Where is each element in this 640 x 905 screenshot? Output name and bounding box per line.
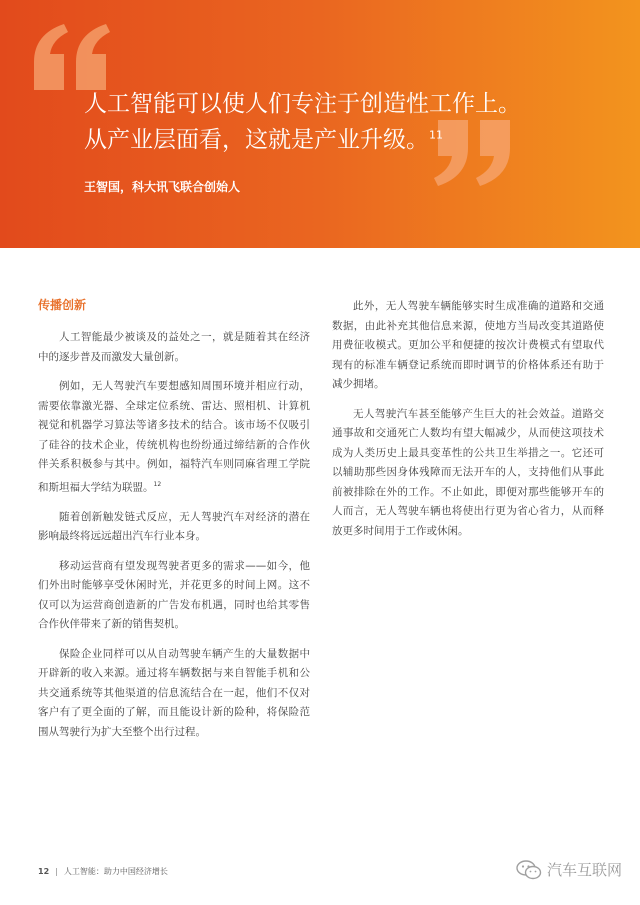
quote-line-1: 人工智能可以使人们专注于创造性工作上。 [84,91,521,117]
paragraph: 此外，无人驾驶车辆能够实时生成准确的道路和交通数据，由此补充其他信息来源，使地方当局改变其道路使用费征收模式。更加公平和便捷的按次计费模式有望取代现有的标准车辆登记系统而即时调节的价格体系还有助于减少拥堵。 [332,300,604,390]
paragraph-text: 例如，无人驾驶汽车要想感知周围环境并相应行动，需要依靠激光器、全球定位系统、雷达、照相机、计算机视觉和机器学习算法等诸多技术的结合。该市场不仅吸引了硅谷的技术企业，传统机构也纷纷通过缔结新的合作伙伴关系积极参与其中。例如，福特汽车则同麻省理工学院和斯坦福大学结为联盟。 [38,380,310,493]
quote-footnote-ref: 11 [429,128,443,142]
paragraph [38,508,310,547]
page-number: 12 [38,866,50,876]
paragraph-text: 随着创新触发链式反应，无人驾驶汽车对经济的潜在影响最终将远远超出汽车行业本身。 [38,510,310,542]
paragraph-text: 保险企业同样可以从自动驾驶车辆产生的大量数据中开辟新的收入来源。通过将车辆数据与来自智能手机和公共交通系统等其他渠道的信息流结合在一起，他们不仅对客户有了更全面的了解，而且能设计新的险种，将保险范围从驾驶行为扩大至整个出行过程。 [38,647,310,738]
pull-quote [84,86,604,158]
watermark [516,859,622,880]
paragraph [38,377,310,498]
footer-separator: | [55,866,58,876]
watermark-text: 汽车互联网 [546,861,622,879]
quote-line-2 [84,122,604,158]
quote-banner [0,0,640,248]
open-quote-icon [30,22,112,92]
section-heading: 传播创新 [38,298,87,312]
page-footer [38,864,168,878]
footnote-ref: 12 [153,480,162,488]
paragraph-text: 人工智能最少被谈及的益处之一，就是随着其在经济中的逐步普及而激发大量创新。 [38,331,310,363]
wechat-icon [516,860,542,880]
left-column [38,296,310,752]
paragraph [38,328,310,367]
quote-attribution: 王智国，科大讯飞联合创始人 [84,180,241,194]
paragraph: 无人驾驶汽车甚至能够产生巨大的社会效益。道路交通事故和交通死亡人数均有望大幅减少，从而使这项技术成为人类历史上最具变革性的公共卫生举措之一。它还可以辅助那些因身体残障而无法开车的人，支持他们从事此前被排除在外的工作。不止如此，即便对那些能够开车的人而言，无人驾驶车辆也将使出行更为省心省力，从而释放更多时间用于工作或休闲。 [332,407,604,537]
right-column [332,296,604,551]
quote-line-2-text: 从产业层面看，这就是产业升级。 [84,127,429,153]
footer-title: 人工智能：助力中国经济增长 [63,866,168,876]
paragraph [38,645,310,743]
paragraph-text: 移动运营商有望发现驾驶者更多的需求——如今，他们外出时能够享受休闲时光，并花更多的时间上网。这不仅可以为运营商创造新的广告发布机遇，同时也给其零售合作伙伴带来了新的销售契机。 [38,559,310,630]
paragraph [38,557,310,635]
